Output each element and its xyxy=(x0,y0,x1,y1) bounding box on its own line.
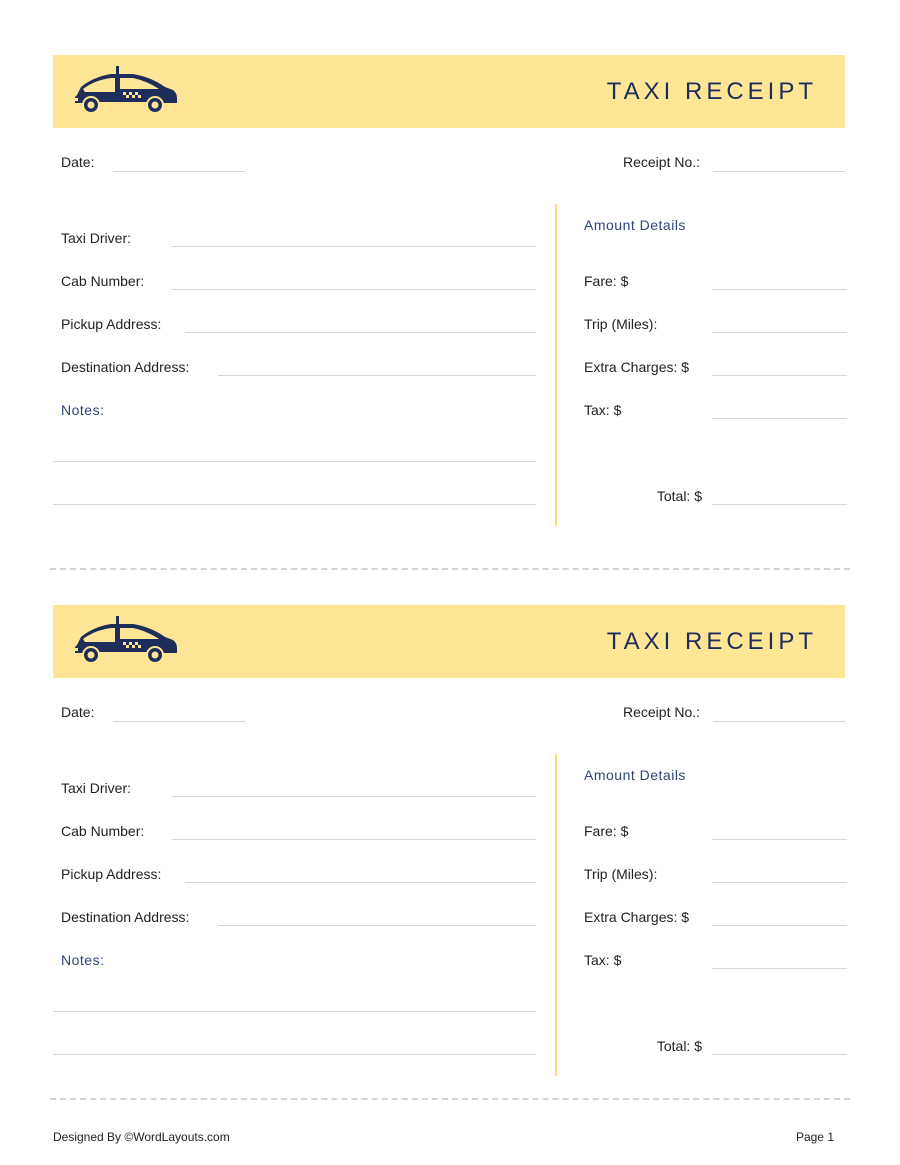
extra-charges-label: Extra Charges: $ xyxy=(584,359,690,375)
total-field[interactable] xyxy=(712,504,847,505)
notes-line-1[interactable] xyxy=(53,461,536,462)
taxi-driver-field[interactable] xyxy=(172,246,536,247)
receipt-no-field[interactable] xyxy=(713,171,845,172)
pickup-address-field[interactable] xyxy=(185,332,536,333)
tax-field[interactable] xyxy=(712,418,847,419)
trip-miles-field[interactable] xyxy=(712,332,847,333)
extra-charges-field[interactable] xyxy=(712,375,847,376)
amount-details-heading: Amount Details xyxy=(584,767,686,783)
taxi-driver-label: Taxi Driver: xyxy=(61,230,132,246)
total-label: Total: $ xyxy=(656,1038,702,1054)
destination-address-label: Destination Address: xyxy=(61,359,190,375)
notes-label: Notes: xyxy=(61,402,105,418)
notes-line-1[interactable] xyxy=(53,1011,536,1012)
date-label: Date: xyxy=(61,704,95,720)
receipt-no-label: Receipt No.: xyxy=(623,704,701,720)
taxi-receipt xyxy=(0,605,900,1085)
notes-label: Notes: xyxy=(61,952,105,968)
footer-credit: Designed By ©WordLayouts.com xyxy=(53,1130,230,1144)
destination-address-label: Destination Address: xyxy=(61,909,190,925)
cab-number-label: Cab Number: xyxy=(61,273,145,289)
cab-number-field[interactable] xyxy=(172,289,536,290)
column-divider xyxy=(555,204,557,526)
taxi-driver-label: Taxi Driver: xyxy=(61,780,132,796)
taxi-car-icon xyxy=(73,65,179,115)
cut-line xyxy=(50,1098,850,1100)
receipt-no-label: Receipt No.: xyxy=(623,154,701,170)
cab-number-label: Cab Number: xyxy=(61,823,145,839)
taxi-driver-field[interactable] xyxy=(172,796,536,797)
total-field[interactable] xyxy=(712,1054,847,1055)
receipt-header xyxy=(53,605,845,678)
receipt-title: TAXI RECEIPT xyxy=(606,78,817,105)
extra-charges-field[interactable] xyxy=(712,925,847,926)
tax-label: Tax: $ xyxy=(584,402,622,418)
cab-number-field[interactable] xyxy=(172,839,536,840)
total-label: Total: $ xyxy=(656,488,702,504)
taxi-receipt xyxy=(0,55,900,535)
extra-charges-label: Extra Charges: $ xyxy=(584,909,690,925)
tax-field[interactable] xyxy=(712,968,847,969)
trip-miles-label: Trip (Miles): xyxy=(584,866,658,882)
date-label: Date: xyxy=(61,154,95,170)
receipt-header xyxy=(53,55,845,128)
notes-line-2[interactable] xyxy=(53,1054,536,1055)
receipt-title: TAXI RECEIPT xyxy=(606,628,817,655)
notes-line-2[interactable] xyxy=(53,504,536,505)
footer-page-number: Page 1 xyxy=(795,1130,834,1144)
fare-label: Fare: $ xyxy=(584,823,629,839)
destination-address-field[interactable] xyxy=(218,375,536,376)
pickup-address-label: Pickup Address: xyxy=(61,316,162,332)
cut-line xyxy=(50,568,850,570)
receipt-no-field[interactable] xyxy=(713,721,845,722)
taxi-car-icon xyxy=(73,615,179,665)
pickup-address-label: Pickup Address: xyxy=(61,866,162,882)
pickup-address-field[interactable] xyxy=(185,882,536,883)
trip-miles-label: Trip (Miles): xyxy=(584,316,658,332)
destination-address-field[interactable] xyxy=(218,925,536,926)
fare-field[interactable] xyxy=(712,289,847,290)
fare-label: Fare: $ xyxy=(584,273,629,289)
trip-miles-field[interactable] xyxy=(712,882,847,883)
column-divider xyxy=(555,754,557,1076)
amount-details-heading: Amount Details xyxy=(584,217,686,233)
date-field[interactable] xyxy=(113,721,245,722)
tax-label: Tax: $ xyxy=(584,952,622,968)
fare-field[interactable] xyxy=(712,839,847,840)
date-field[interactable] xyxy=(113,171,245,172)
